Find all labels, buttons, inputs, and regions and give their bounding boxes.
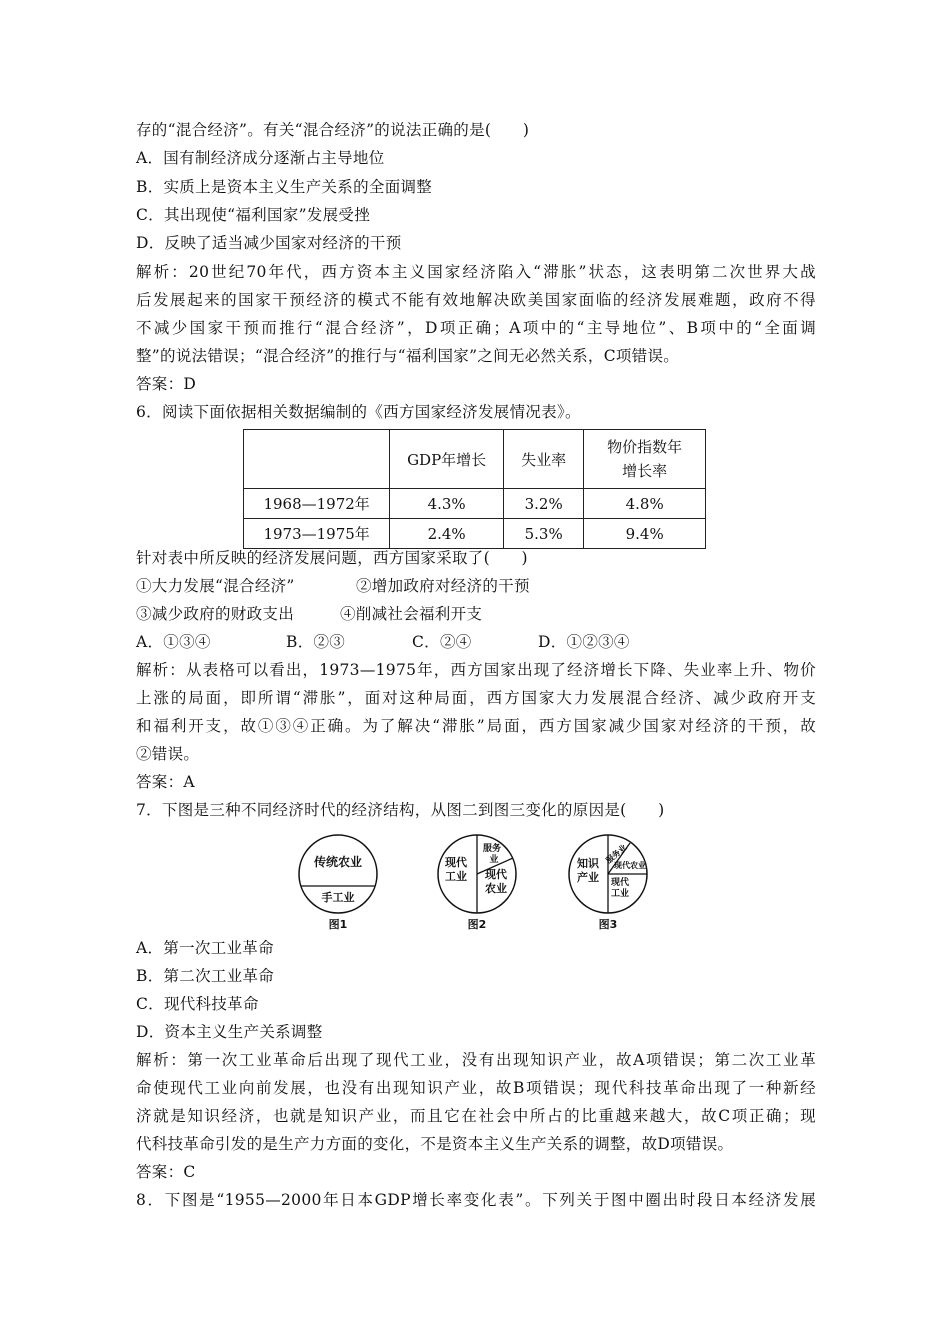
table-header-cell: GDP年增长 [390, 430, 504, 489]
q7-option-a: A．第一次工业革命 [136, 939, 274, 957]
q5-option-b: B．实质上是资本主义生产关系的全面调整 [136, 178, 433, 196]
table-row [244, 519, 706, 549]
q7-analysis-line: 解析：第一次工业革命后出现了现代工业，没有出现知识产业，故A项错误；第二次工业革 [136, 1051, 816, 1069]
q5-analysis-line: 不减少国家干预而推行“混合经济”，D项正确；A项中的“主导地位”、B项中的“全面调 [136, 319, 816, 337]
table-cell: 1968—1972年 [244, 489, 390, 519]
q7-answer: 答案：C [136, 1163, 196, 1181]
header-line: 增长率 [622, 462, 668, 480]
table-header-cell [244, 430, 390, 489]
q6-analysis-line: 和福利开支，故①③④正确。为了解决“滞胀”局面，西方国家减少国家对经济的干预，故 [136, 717, 816, 735]
economy-table [243, 429, 706, 549]
pie-3-label: 知识 [577, 857, 599, 870]
q7-option-d: D．资本主义生产关系调整 [136, 1023, 323, 1041]
q7-stem: 7．下图是三种不同经济时代的经济结构，从图二到图三变化的原因是( ) [136, 801, 665, 819]
figure-2 [438, 835, 516, 931]
q5-answer: 答案：D [136, 375, 197, 393]
pie-1-label: 传统农业 [313, 855, 363, 869]
pie-2-label: 现代 [445, 856, 467, 869]
q7-analysis-line: 济就是知识经济，也就是知识产业，而且它在社会中所占的比重越来越大，故C项正确；现 [136, 1107, 816, 1125]
q5-analysis-line: 整”的说法错误；“混合经济”的推行与“福利国家”之间无必然关系，C项错误。 [136, 347, 680, 365]
figure-3-caption: 图3 [598, 918, 618, 931]
table-header-row [244, 430, 706, 489]
q6-question: 针对表中所反映的经济发展问题，西方国家采取了( ) [136, 549, 528, 567]
q6-analysis-line: ②错误。 [136, 745, 200, 763]
q6-answer: 答案：A [136, 773, 195, 791]
figure-2-caption: 图2 [467, 918, 487, 931]
table-cell: 2.4% [390, 519, 504, 549]
q6-item: ③减少政府的财政支出 [136, 605, 295, 623]
q6-item: ①大力发展“混合经济” [136, 577, 295, 595]
q6-choice: D．①②③④ [538, 633, 630, 651]
q6-item: ②增加政府对经济的干预 [356, 577, 530, 595]
q6-choices [136, 632, 816, 652]
q7-analysis-line: 命使现代工业向前发展，也没有出现知识产业，故B项错误；现代科技革命出现了一种新经 [136, 1079, 816, 1097]
economic-structure-figures [290, 834, 670, 932]
table-header-cell: 失业率 [504, 430, 584, 489]
table-cell: 1973—1975年 [244, 519, 390, 549]
pie-figures-svg [290, 834, 670, 932]
table-cell: 3.2% [504, 489, 584, 519]
q8-stem: 8．下图是“1955—2000年日本GDP增长率变化表”。下列关于图中圈出时段日本经济发展 [136, 1191, 816, 1209]
figure-1 [299, 835, 377, 931]
q6-choice: B．②③ [286, 633, 346, 651]
q7-option-c: C．现代科技革命 [136, 995, 259, 1013]
pie-2-label: 服务 [482, 844, 502, 854]
q5-option-d: D．反映了适当减少国家对经济的干预 [136, 234, 402, 252]
pie-2-label: 现代 [485, 868, 507, 881]
figure-3 [569, 835, 647, 931]
q6-items-line [136, 576, 816, 596]
q5-analysis-line: 后发展起来的国家干预经济的模式不能有效地解决欧美国家面临的经济发展难题，政府不得 [136, 291, 816, 309]
q5-analysis-line: 解析：20世纪70年代，西方资本主义国家经济陷入“滞胀”状态，这表明第二次世界大战 [136, 263, 816, 281]
pie-3-label: 现代农业 [614, 861, 646, 870]
table-row [244, 489, 706, 519]
pie-2-label: 业 [489, 855, 499, 865]
q6-analysis-line: 解析：从表格可以看出，1973—1975年，西方国家出现了经济增长下降、失业率上升、物价 [136, 661, 816, 679]
pie-2-label: 工业 [445, 870, 467, 883]
q5-stem: 存的“混合经济”。有关“混合经济”的说法正确的是( ) [136, 121, 530, 139]
pie-3-label: 现代 [610, 878, 630, 888]
figure-1-caption: 图1 [328, 918, 348, 931]
table-cell: 4.8% [584, 489, 706, 519]
pie-2-label: 农业 [485, 882, 507, 895]
q5-option-c: C．其出现使“福利国家”发展受挫 [136, 206, 371, 224]
table-cell: 9.4% [584, 519, 706, 549]
q6-items-line [136, 604, 816, 624]
q5-option-a: A．国有制经济成分逐渐占主导地位 [136, 149, 385, 167]
pie-3-label: 工业 [610, 889, 630, 899]
q6-analysis-line: 上涨的局面，即所谓“滞胀”，面对这种局面，西方国家大力发展混合经济、减少政府开支 [136, 689, 816, 707]
q6-item: ④削减社会福利开支 [340, 605, 483, 623]
q6-choice: A．①③④ [136, 633, 211, 651]
header-line: 物价指数年 [607, 438, 683, 456]
pie-1-label: 手工业 [321, 891, 355, 904]
q7-option-b: B．第二次工业革命 [136, 967, 275, 985]
pie-3-label: 产业 [577, 871, 599, 884]
q6-stem: 6．阅读下面依据相关数据编制的《西方国家经济发展情况表》。 [136, 403, 581, 421]
table-cell: 5.3% [504, 519, 584, 549]
table-cell: 4.3% [390, 489, 504, 519]
q6-choice: C．②④ [412, 633, 472, 651]
pie-3-label: 服务业 [604, 842, 629, 866]
q7-analysis-line: 代科技革命引发的是生产力方面的变化，不是资本主义生产关系的调整，故D项错误。 [136, 1135, 734, 1153]
table-header-cell [584, 430, 706, 489]
